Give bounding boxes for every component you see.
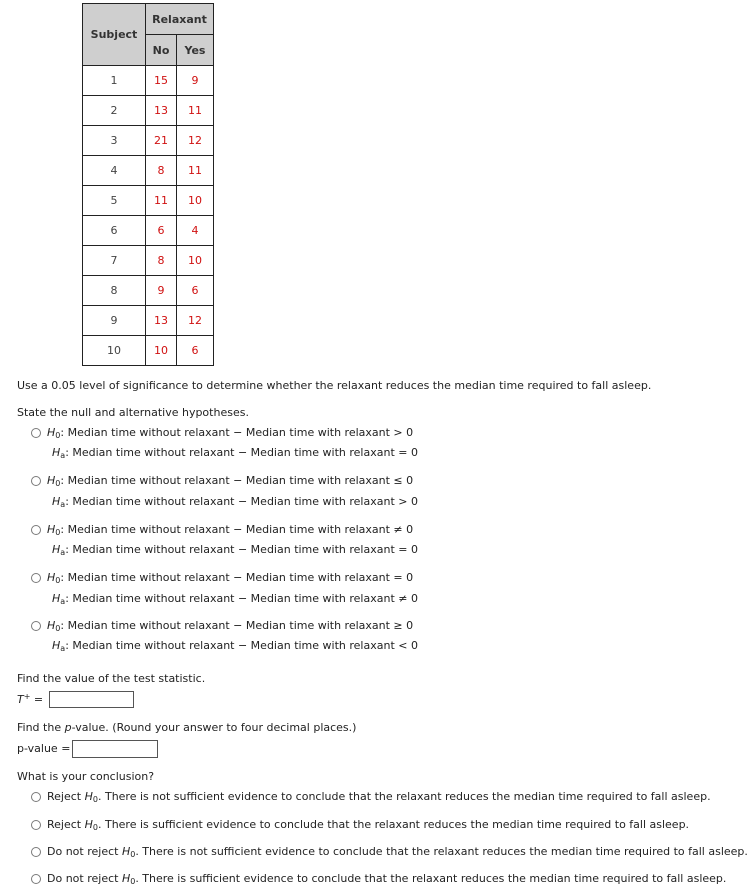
table-row [83,246,214,276]
data-table [82,3,214,366]
conclusion-option-4: Do not reject $H_0$. There is sufficient evidence to conclude that the relaxant reduces the median time required to fall asleep. [47,872,727,886]
no-cell: 10 [146,336,177,366]
yes-cell: 10 [177,186,214,216]
hypothesis-h0-1: $H_0$: Median time without relaxant − Median time with relaxant > 0 [47,426,414,440]
hypothesis-radio-1[interactable] [31,428,41,438]
yes-cell: 12 [177,126,214,156]
hypothesis-ha-5: $H_a$: Median time without relaxant − Median time with relaxant < 0 [52,639,418,653]
yes-header: Yes [177,35,214,66]
yes-cell: 11 [177,96,214,126]
no-header: No [146,35,177,66]
conclusion-radio-1[interactable] [31,792,41,802]
yes-cell: 11 [177,156,214,186]
subject-cell: 10 [83,336,146,366]
pvalue-prompt: Find the p-value. (Round your answer to four decimal places.) [17,721,357,734]
subject-cell: 7 [83,246,146,276]
conclusion-radio-3[interactable] [31,847,41,857]
table-row [83,66,214,96]
no-cell: 6 [146,216,177,246]
conclusion-option-2: Reject $H_0$. There is sufficient evidence to conclude that the relaxant reduces the median time required to fall asleep. [47,818,690,832]
yes-cell: 9 [177,66,214,96]
no-cell: 8 [146,246,177,276]
hypothesis-ha-3: $H_a$: Median time without relaxant − Median time with relaxant = 0 [52,543,418,557]
pvalue-label: p-value = [17,742,71,755]
hypothesis-h0-4: $H_0$: Median time without relaxant − Median time with relaxant = 0 [47,571,414,585]
test-statistic-label: T+ = [17,692,44,706]
subject-cell: 6 [83,216,146,246]
no-cell: 9 [146,276,177,306]
yes-cell: 4 [177,216,214,246]
subject-cell: 3 [83,126,146,156]
instruction-text: Use a 0.05 level of significance to determine whether the relaxant reduces the median time required to fall asleep. [17,379,652,392]
hypothesis-radio-5[interactable] [31,621,41,631]
table-row [83,96,214,126]
hypothesis-radio-2[interactable] [31,476,41,486]
table-row [83,156,214,186]
relaxant-header: Relaxant [146,4,214,35]
subject-cell: 1 [83,66,146,96]
yes-cell: 10 [177,246,214,276]
hypothesis-h0-5: $H_0$: Median time without relaxant − Median time with relaxant ≥ 0 [47,619,414,633]
yes-cell: 12 [177,306,214,336]
conclusion-radio-4[interactable] [31,874,41,884]
no-cell: 13 [146,306,177,336]
conclusion-option-1: Reject $H_0$. There is not sufficient evidence to conclude that the relaxant reduces the median time required to fall asleep. [47,790,711,804]
conclusion-prompt: What is your conclusion? [17,770,155,783]
no-cell: 8 [146,156,177,186]
pvalue-input[interactable] [72,740,158,758]
no-cell: 21 [146,126,177,156]
hypothesis-ha-2: $H_a$: Median time without relaxant − Median time with relaxant > 0 [52,495,418,509]
hypothesis-h0-3: $H_0$: Median time without relaxant − Median time with relaxant ≠ 0 [47,523,414,537]
no-cell: 13 [146,96,177,126]
subject-header: Subject [83,4,146,66]
yes-cell: 6 [177,276,214,306]
subject-cell: 5 [83,186,146,216]
subject-cell: 2 [83,96,146,126]
table-row [83,126,214,156]
conclusion-radio-2[interactable] [31,820,41,830]
test-statistic-input[interactable] [49,691,134,708]
hypothesis-ha-1: $H_a$: Median time without relaxant − Median time with relaxant = 0 [52,446,418,460]
conclusion-option-3: Do not reject $H_0$. There is not sufficient evidence to conclude that the relaxant reduces the median time required to fall asleep. [47,845,748,859]
subject-cell: 8 [83,276,146,306]
test-statistic-prompt: Find the value of the test statistic. [17,672,206,685]
hypotheses-prompt: State the null and alternative hypotheses. [17,406,249,419]
subject-cell: 4 [83,156,146,186]
hypothesis-radio-3[interactable] [31,525,41,535]
table-row [83,306,214,336]
table-row [83,186,214,216]
no-cell: 11 [146,186,177,216]
hypothesis-ha-4: $H_a$: Median time without relaxant − Median time with relaxant ≠ 0 [52,592,418,606]
hypothesis-radio-4[interactable] [31,573,41,583]
subject-cell: 9 [83,306,146,336]
hypothesis-h0-2: $H_0$: Median time without relaxant − Median time with relaxant ≤ 0 [47,474,414,488]
yes-cell: 6 [177,336,214,366]
no-cell: 15 [146,66,177,96]
table-row [83,276,214,306]
table-row [83,336,214,366]
table-row [83,216,214,246]
